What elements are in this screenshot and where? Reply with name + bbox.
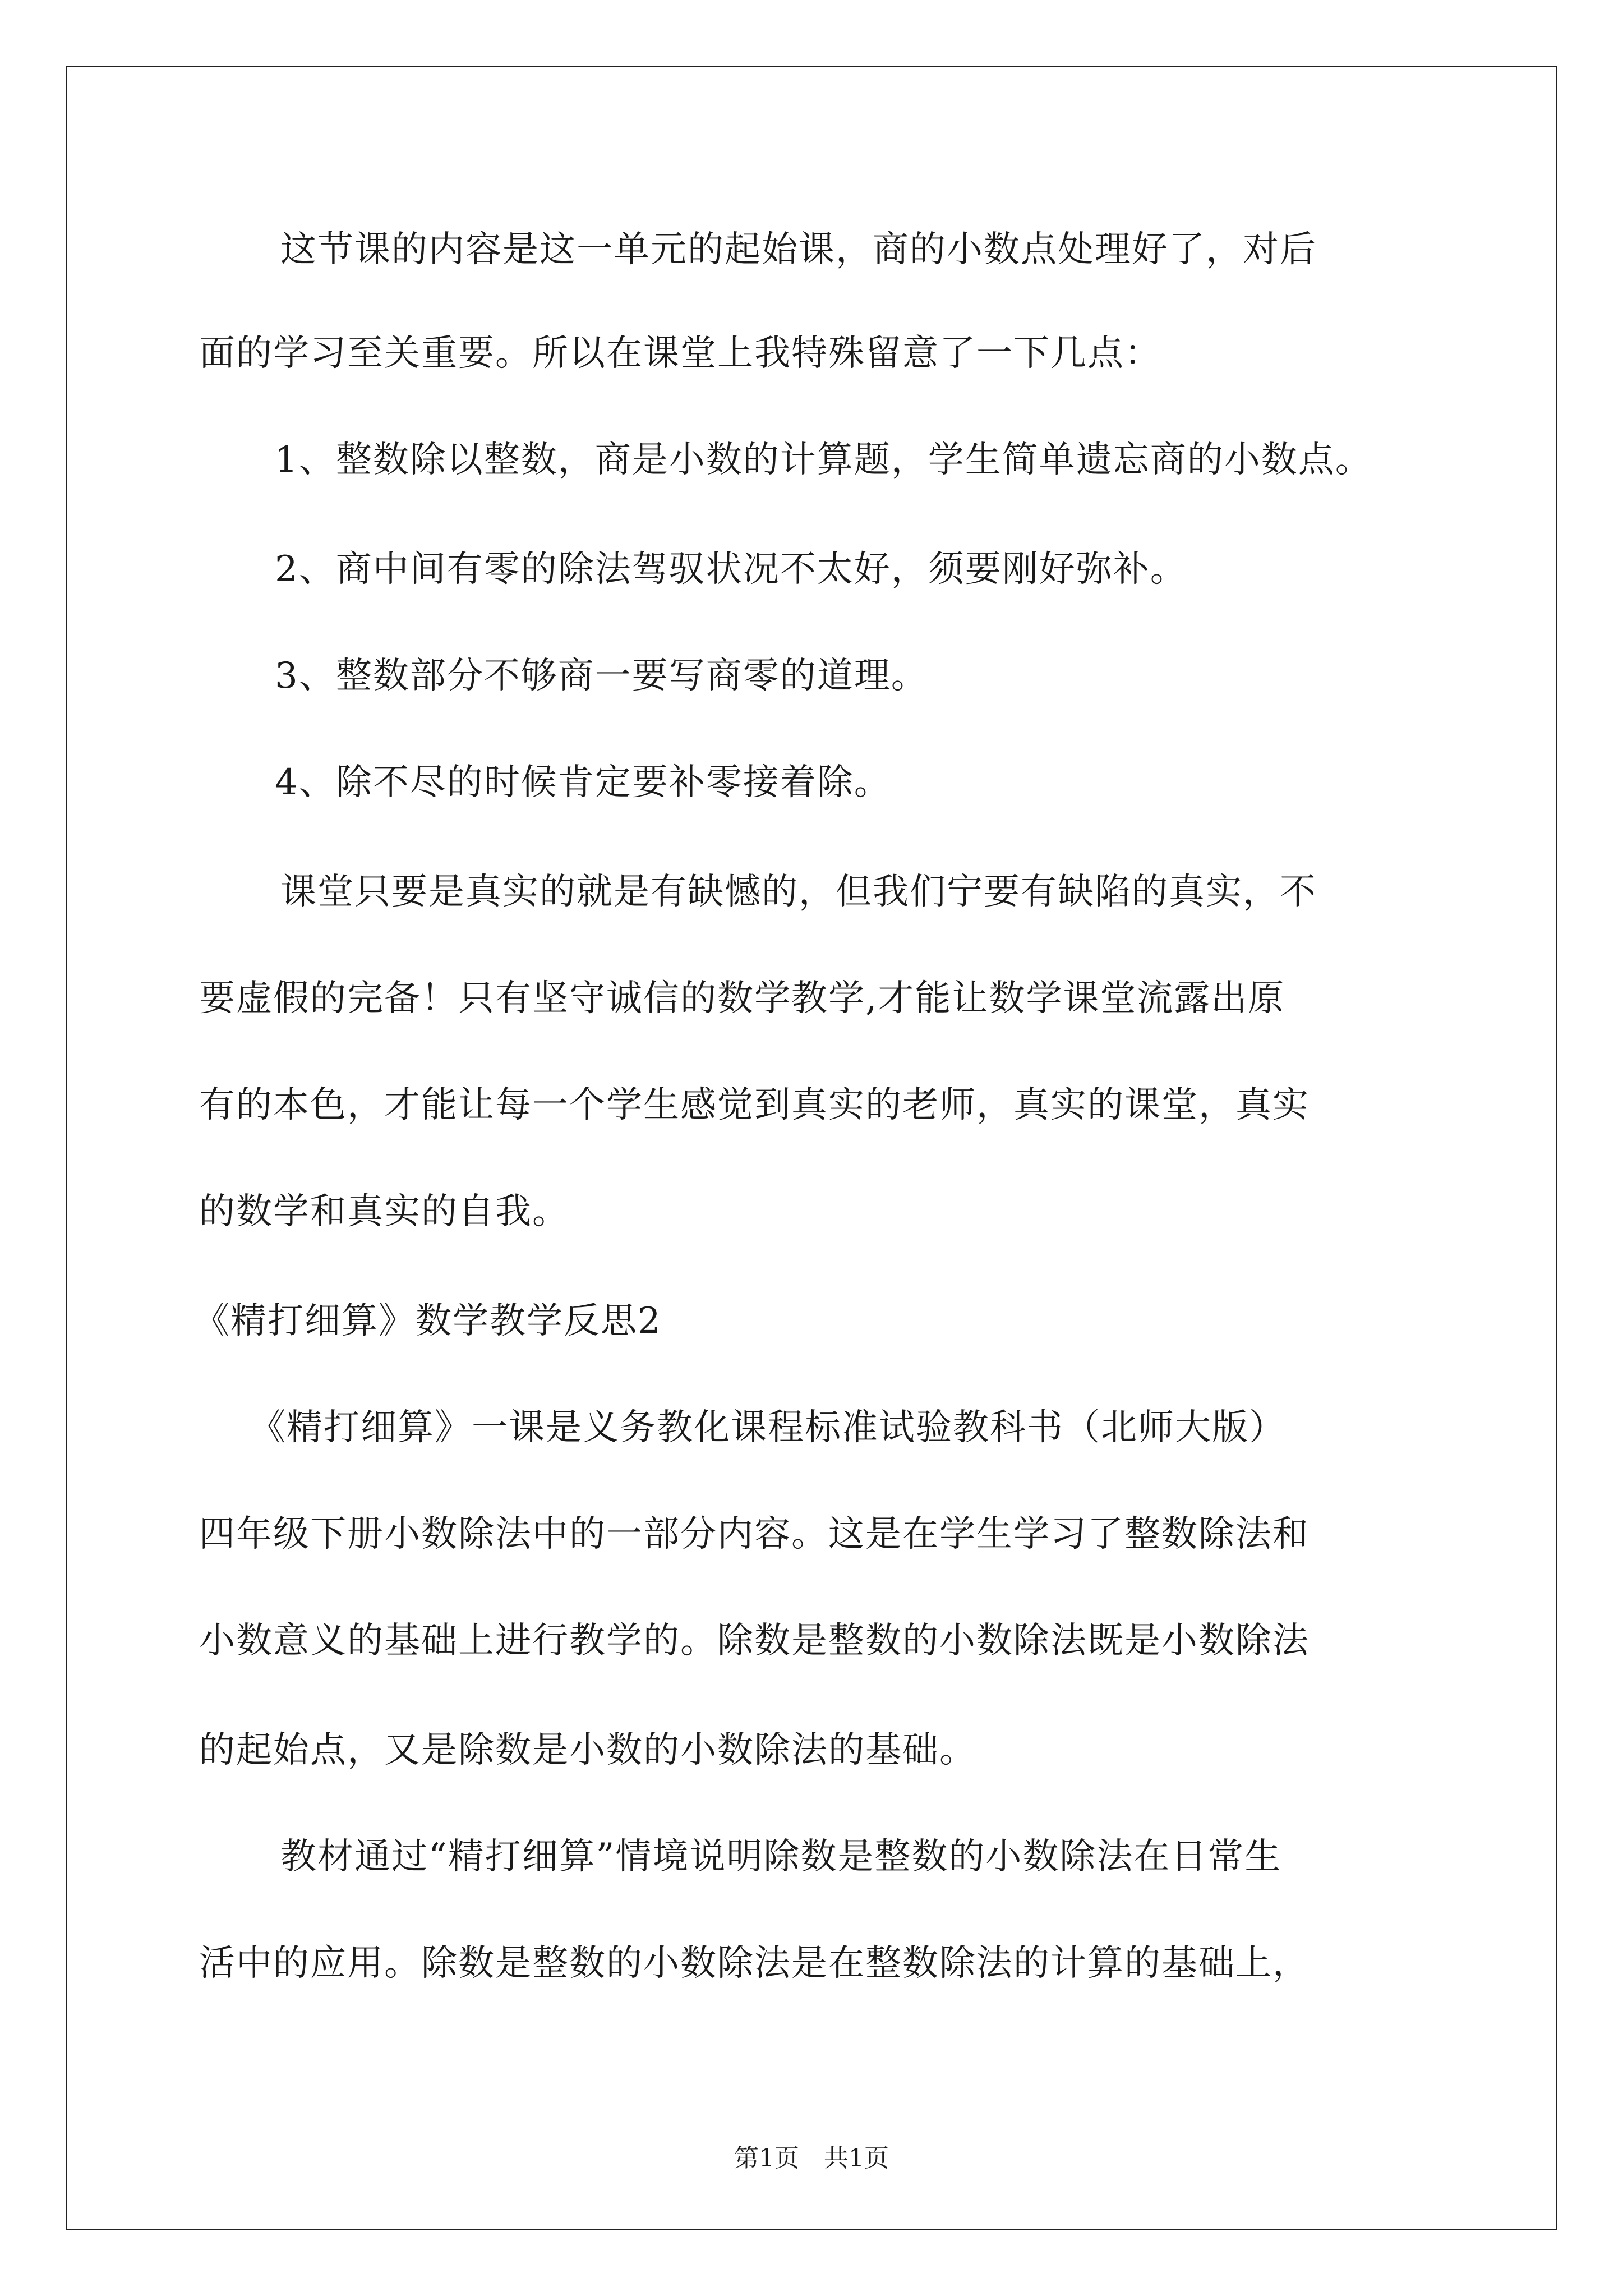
paragraph-line: 面的学习至关重要。所以在课堂上我特殊留意了一下几点： (199, 333, 1161, 374)
paragraph-line: 这节课的内容是这一单元的起始课，商的小数点处理好了，对后 (280, 229, 1317, 270)
paragraph-line: 的数学和真实的自我。 (199, 1191, 569, 1232)
page-footer: 第1页 共1页 (734, 2144, 889, 2173)
paragraph-line: 有的本色，才能让每一个学生感觉到真实的老师，真实的课堂，真实 (199, 1084, 1310, 1126)
paragraph-line: 活中的应用。除数是整数的小数除法是在整数除法的计算的基础上， (199, 1943, 1310, 1984)
section-heading: 《精打细算》数学教学反思2 (193, 1300, 662, 1342)
paragraph-line: 课堂只要是真实的就是有缺憾的，但我们宁要有缺陷的真实，不 (280, 871, 1317, 913)
paragraph-line: 要虚假的完备！只有坚守诚信的数学教学,才能让数学课堂流露出原 (199, 978, 1285, 1019)
paragraph-line: 《精打细算》一课是义务教化课程标准试验教科书（北师大版） (250, 1407, 1286, 1448)
page-border (66, 66, 1557, 2230)
paragraph-line: 教材通过“精打细算”情境说明除数是整数的小数除法在日常生 (280, 1836, 1282, 1878)
paragraph-line: 小数意义的基础上进行教学的。除数是整数的小数除法既是小数除法 (199, 1620, 1310, 1662)
paragraph-line: 四年级下册小数除法中的一部分内容。这是在学生学习了整数除法和 (199, 1513, 1310, 1555)
list-item: 3、整数部分不够商一要写商零的道理。 (275, 655, 928, 697)
paragraph-line: 的起始点，又是除数是小数的小数除法的基础。 (199, 1729, 976, 1771)
list-item: 4、除不尽的时候肯定要补零接着除。 (275, 762, 891, 803)
list-item: 2、商中间有零的除法驾驭状况不太好，须要刚好弥补。 (275, 549, 1187, 590)
list-item: 1、整数除以整数，商是小数的计算题，学生简单遗忘商的小数点。 (275, 439, 1372, 481)
